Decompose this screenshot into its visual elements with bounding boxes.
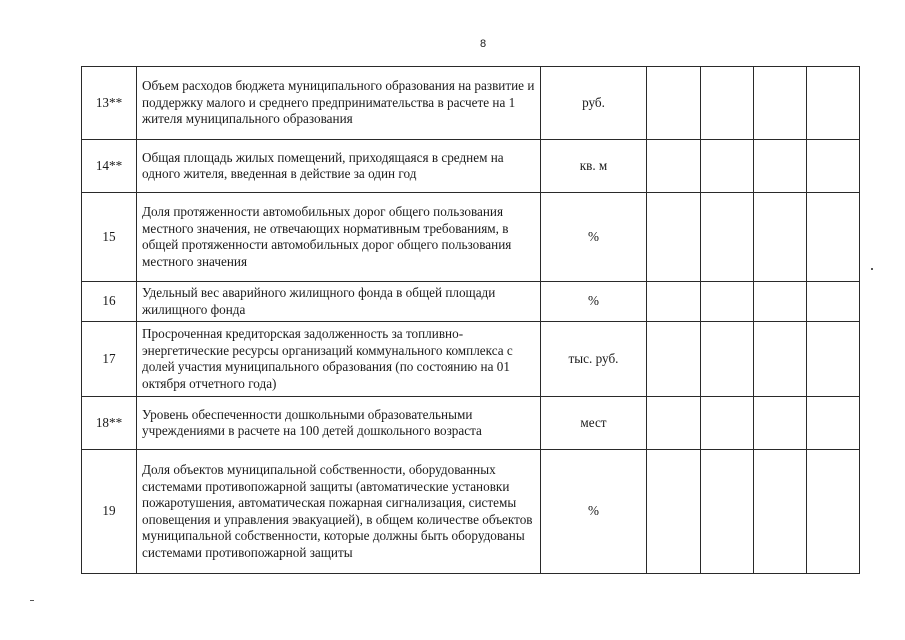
empty-cell [647,282,701,322]
unit-of-measure: мест [541,397,647,450]
empty-cell [701,67,754,140]
indicator-description: Общая площадь жилых помещений, приходящаяся в среднем на одного жителя, введенная в действие за один год [137,140,541,193]
indicator-description: Доля объектов муниципальной собственности, оборудованных системами противопожарной защиты (автоматические установки пожаротушения, автоматическая пожарная сигнализация, системы оповещения и управления эвакуацией), в общем количестве объектов муниципальной собственности, которые должны быть оборудованы системами противопожарной защиты [137,450,541,574]
unit-of-measure: тыс. руб. [541,322,647,397]
empty-cell [754,450,807,574]
empty-cell [647,450,701,574]
empty-cell [754,397,807,450]
empty-cell [754,67,807,140]
indicator-description: Просроченная кредиторская задолженность за топливно-энергетические ресурсы организаций коммунального комплекса с долей участия муниципального образования (по состоянию на 01 октября отчетного года) [137,322,541,397]
unit-of-measure: кв. м [541,140,647,193]
empty-cell [701,322,754,397]
table-row [82,282,860,322]
empty-cell [807,322,860,397]
unit-of-measure: % [541,193,647,282]
indicator-description: Уровень обеспеченности дошкольными образовательными учреждениями в расчете на 100 детей дошкольного возраста [137,397,541,450]
indicators-table [81,66,860,574]
indicator-description: Объем расходов бюджета муниципального образования на развитие и поддержку малого и среднего предпринимательства в расчете на 1 жителя муниципального образования [137,67,541,140]
row-number: 18** [82,397,137,450]
empty-cell [807,140,860,193]
empty-cell [807,450,860,574]
empty-cell [754,322,807,397]
empty-cell [754,193,807,282]
row-number: 13** [82,67,137,140]
empty-cell [647,397,701,450]
row-number: 16 [82,282,137,322]
unit-of-measure: % [541,450,647,574]
table-row [82,450,860,574]
empty-cell [754,140,807,193]
empty-cell [647,193,701,282]
empty-cell [647,140,701,193]
empty-cell [754,282,807,322]
empty-cell [701,450,754,574]
unit-of-measure: % [541,282,647,322]
page-number: 8 [480,38,487,50]
empty-cell [807,397,860,450]
row-number: 17 [82,322,137,397]
empty-cell [647,67,701,140]
empty-cell [807,67,860,140]
table-row [82,140,860,193]
row-number: 15 [82,193,137,282]
empty-cell [807,282,860,322]
table-row [82,67,860,140]
empty-cell [807,193,860,282]
indicator-description: Доля протяженности автомобильных дорог общего пользования местного значения, не отвечающих нормативным требованиям, в общей протяженности автомобильных дорог общего пользования местного значения [137,193,541,282]
row-number: 19 [82,450,137,574]
scan-speck [871,268,873,270]
table-row [82,193,860,282]
row-number: 14** [82,140,137,193]
unit-of-measure: руб. [541,67,647,140]
scan-speck [30,600,34,601]
empty-cell [701,140,754,193]
table-row [82,322,860,397]
empty-cell [647,322,701,397]
empty-cell [701,193,754,282]
empty-cell [701,397,754,450]
empty-cell [701,282,754,322]
table-row [82,397,860,450]
indicator-description: Удельный вес аварийного жилищного фонда в общей площади жилищного фонда [137,282,541,322]
